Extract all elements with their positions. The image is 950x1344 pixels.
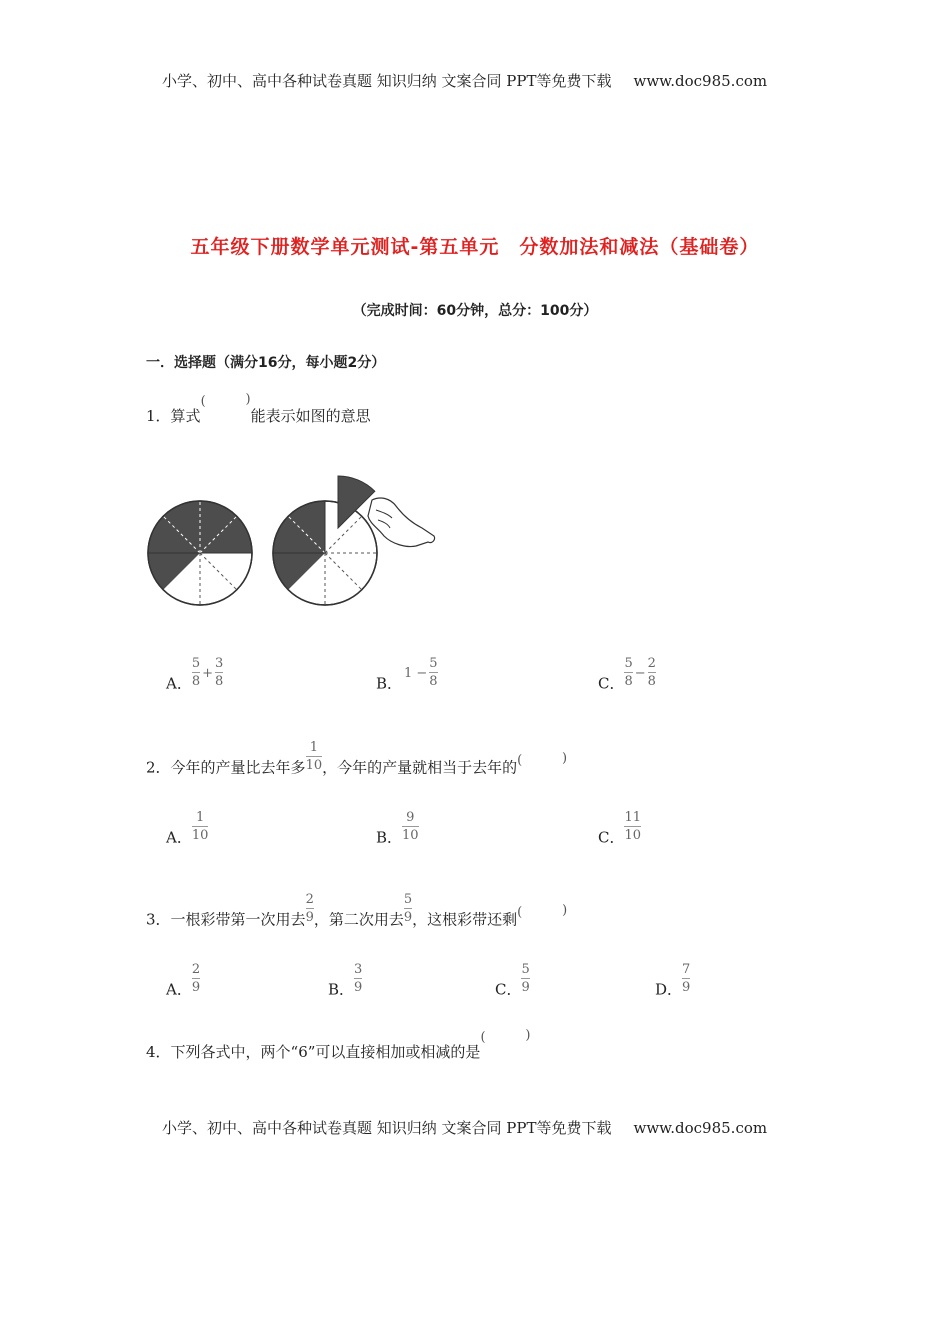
option-label: A． bbox=[166, 674, 192, 693]
q4-number: 4． bbox=[146, 1043, 171, 1061]
fraction bbox=[648, 656, 656, 689]
denominator: 8 bbox=[191, 674, 201, 689]
fraction bbox=[192, 656, 200, 689]
denominator: 10 bbox=[305, 758, 323, 773]
pie-right bbox=[273, 501, 377, 605]
fraction bbox=[521, 962, 529, 995]
numerator: 2 bbox=[305, 892, 314, 907]
operator: + bbox=[202, 665, 214, 681]
q1-option-b[interactable] bbox=[376, 656, 438, 701]
answer-blank[interactable] bbox=[201, 404, 251, 426]
numerator: 5 bbox=[191, 656, 201, 671]
denominator: 9 bbox=[305, 910, 314, 925]
q3-text-mid: ，第二次用去 bbox=[313, 910, 404, 929]
q2-option-c[interactable] bbox=[598, 810, 642, 855]
numerator: 2 bbox=[191, 962, 201, 977]
denominator: 9 bbox=[521, 980, 530, 995]
q1-option-c[interactable] bbox=[598, 656, 656, 701]
numerator: 2 bbox=[647, 656, 656, 671]
answer-blank[interactable] bbox=[517, 763, 567, 785]
fraction bbox=[215, 656, 223, 689]
option-label: B． bbox=[328, 980, 355, 999]
fraction bbox=[429, 656, 437, 689]
option-label: B． bbox=[376, 674, 403, 693]
option-label: D． bbox=[655, 980, 683, 999]
q1-pie-figure bbox=[140, 470, 450, 615]
denominator: 9 bbox=[191, 980, 201, 995]
numerator: 3 bbox=[215, 656, 224, 671]
question-3 bbox=[146, 892, 567, 937]
fraction bbox=[192, 810, 209, 843]
numerator: 1 bbox=[309, 740, 318, 755]
header-site: www.doc985.com bbox=[633, 72, 768, 90]
operator: − bbox=[416, 665, 428, 681]
fraction bbox=[624, 656, 632, 689]
header-text: 小学、初中、高中各种试卷真题 知识归纳 文案合同 PPT等免费下载 bbox=[162, 72, 612, 90]
whole-number: 1 bbox=[404, 665, 413, 681]
option-label: C． bbox=[495, 980, 522, 999]
document-subtitle: （完成时间：60分钟，总分：100分） bbox=[352, 303, 598, 319]
numerator: 7 bbox=[682, 962, 691, 977]
fraction bbox=[192, 962, 200, 995]
denominator: 8 bbox=[215, 674, 224, 689]
q3-option-a[interactable] bbox=[166, 962, 201, 1007]
option-label: C． bbox=[598, 828, 625, 847]
q1-text-post: 能表示如图的意思 bbox=[250, 407, 371, 425]
denominator: 9 bbox=[354, 980, 363, 995]
footer-site: www.doc985.com bbox=[633, 1119, 768, 1137]
denominator: 8 bbox=[429, 674, 438, 689]
option-label: A． bbox=[166, 980, 192, 999]
fraction bbox=[624, 810, 641, 843]
numerator: 9 bbox=[406, 810, 415, 825]
q3-text-post: ，这根彩带还剩 bbox=[412, 910, 518, 929]
hand-icon bbox=[368, 498, 435, 547]
numerator: 5 bbox=[429, 656, 438, 671]
footer-text: 小学、初中、高中各种试卷真题 知识归纳 文案合同 PPT等免费下载 bbox=[162, 1119, 612, 1137]
answer-blank[interactable] bbox=[517, 915, 567, 937]
q2-text-post: ，今年的产量就相当于去年的 bbox=[322, 758, 518, 777]
denominator: 8 bbox=[624, 674, 633, 689]
q1-text-pre: 算式 bbox=[170, 407, 201, 425]
denominator: 9 bbox=[682, 980, 691, 995]
numerator: 5 bbox=[521, 962, 530, 977]
fraction bbox=[306, 740, 323, 773]
q3-text-pre: 一根彩带第一次用去 bbox=[170, 910, 306, 929]
option-label: A． bbox=[166, 828, 192, 847]
question-1 bbox=[146, 404, 371, 426]
fraction bbox=[402, 810, 419, 843]
q2-option-a[interactable] bbox=[166, 810, 209, 855]
answer-blank[interactable] bbox=[480, 1040, 530, 1062]
q4-text: 下列各式中，两个“6”可以直接相加或相减的是 bbox=[170, 1043, 481, 1061]
denominator: 10 bbox=[191, 828, 209, 843]
denominator: 9 bbox=[403, 910, 413, 925]
document-title: 五年级下册数学单元测试-第五单元 分数加法和减法（基础卷） bbox=[190, 236, 760, 258]
q1-option-a[interactable] bbox=[166, 656, 224, 701]
fraction bbox=[682, 962, 690, 995]
section-heading: 一．选择题（满分16分，每小题2分） bbox=[146, 355, 386, 371]
page-header bbox=[162, 70, 767, 91]
numerator: 3 bbox=[354, 962, 363, 977]
pie-left bbox=[148, 501, 252, 605]
q2-option-b[interactable] bbox=[376, 810, 419, 855]
q3-option-d[interactable] bbox=[655, 962, 691, 1007]
q3-option-b[interactable] bbox=[328, 962, 363, 1007]
denominator: 10 bbox=[624, 828, 642, 843]
fraction bbox=[354, 962, 362, 995]
question-2 bbox=[146, 740, 567, 785]
option-label: B． bbox=[376, 828, 403, 847]
question-4 bbox=[146, 1040, 530, 1062]
page-footer bbox=[162, 1117, 767, 1138]
denominator: 10 bbox=[402, 828, 419, 843]
denominator: 8 bbox=[647, 674, 656, 689]
fraction bbox=[306, 892, 314, 925]
fraction bbox=[404, 892, 412, 925]
operator: − bbox=[634, 665, 646, 681]
q2-text-pre: 今年的产量比去年多 bbox=[170, 758, 306, 777]
numerator: 1 bbox=[195, 810, 205, 825]
q1-number: 1． bbox=[146, 407, 171, 425]
numerator: 5 bbox=[403, 892, 413, 907]
numerator: 11 bbox=[624, 810, 642, 825]
q2-number: 2． bbox=[146, 758, 171, 777]
q3-number: 3． bbox=[146, 910, 171, 929]
option-label: C． bbox=[598, 674, 625, 693]
q3-option-c[interactable] bbox=[495, 962, 530, 1007]
numerator: 5 bbox=[624, 656, 633, 671]
